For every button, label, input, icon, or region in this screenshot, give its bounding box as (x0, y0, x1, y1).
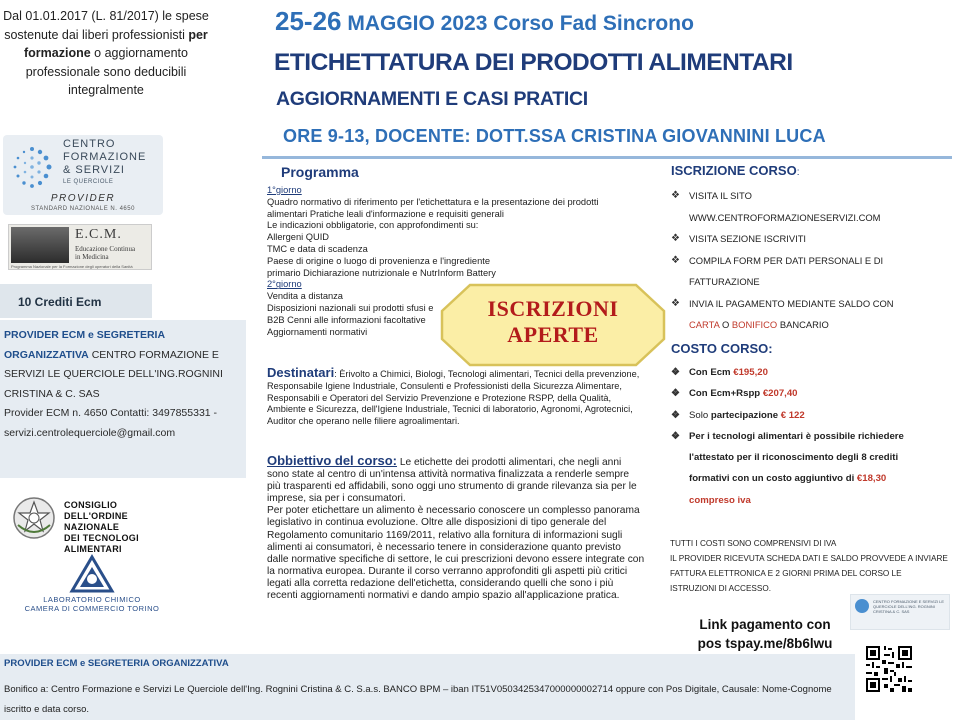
price-tecnologi: €18,30 compreso iva (689, 473, 887, 506)
tax-note-text-2: o aggiornamento professionale sono deducibili integralmente (25, 46, 188, 97)
day-1-label: 1°giorno (267, 185, 302, 195)
iscrizione-heading-suffix: : (796, 167, 800, 178)
diamond-bullet-icon: ❖ (671, 297, 680, 309)
diamond-bullet-icon: ❖ (671, 430, 680, 442)
lab-flask-icon (64, 554, 120, 594)
payment-bonifico: BONIFICO (731, 319, 778, 330)
badge-line-2: APERTE (507, 322, 599, 347)
programma-heading: Programma (281, 164, 359, 180)
badge-line-1: ISCRIZIONI (487, 296, 619, 321)
diamond-bullet-icon: ❖ (671, 367, 680, 378)
lab-line-1: LABORATORIO CHIMICO (43, 595, 141, 604)
diamond-bullet-icon: ❖ (671, 233, 680, 244)
ecm-sub-2: in Medicina (75, 253, 109, 261)
list-item (671, 228, 923, 250)
price-solo-prefix: Solo (689, 409, 711, 421)
lab-line-2: CAMERA DI COMMERCIO TORINO (24, 604, 160, 613)
price-rspp-label: Con Ecm+Rspp (689, 388, 763, 400)
cnt-line-1: CONSIGLIO (64, 500, 118, 510)
price-solo: € 122 (780, 409, 805, 421)
iscrizione-heading-text: ISCRIZIONE CORSO (671, 163, 797, 178)
day-2-text: Vendita a distanza (267, 291, 343, 302)
iscrizione-step-site[interactable]: VISITA IL SITO WWW.CENTROFORMAZIONESERVIZI.COM (689, 190, 881, 223)
badge-text (440, 296, 666, 348)
provider-email[interactable]: servizi.centrolequerciole@gmail.com (4, 426, 176, 439)
obbiettivo-text-2: Per poter etichettare un alimento è necessario conoscere un complesso panorama legislativo in continua evoluzione. Oltre alle disposizioni di tipo generale del Regolamento comunitario 1169/2011, relativo alla fornitura di informazioni sugli alimenti ai consumatori, è necessario tenere in considerazione quanto previsto dalle normative specifiche di settore, le cui prescrizioni devono essere integrate con la normativa europea. Durante il corso verranno approfonditi gli aspetti più critici legati alla corretta redazione dell'etichetta, considerando quelli che sono i più recenti aggiornamenti normativi e dando ampio spazio all'applicazione pratica. (267, 505, 645, 602)
destinatari-text: : Èrivolto a Chimici, Biologi, Tecnologi alimentari, Tecnici della prevenzione, Responsabile Igiene Industriale, Consulenti e Professionisti della Sicurezza Alimentare, Responsabili e Operatori del Servizio Prevenzione e Protezione RSPP, della Qualità, Ambiente e Sicurezza, dell'Igiene Industriale, Tecnici di laboratorio, Agronomi, Agrotecnici, Auditor che operano nelle filiere agroalimentari. (267, 369, 640, 427)
cfs-provider-label: PROVIDER (50, 193, 116, 204)
iscrizione-step-payment: INVIA IL PAGAMENTO MEDIANTE SALDO CON (689, 297, 894, 309)
iscrizione-steps (671, 185, 923, 336)
cfs-logo-name (63, 138, 146, 177)
list-item (671, 362, 921, 383)
list-item (671, 405, 921, 426)
ecm-title: E.C.M. (75, 227, 122, 242)
iscrizione-step-section: VISITA SEZIONE ISCRIVITI (689, 233, 807, 244)
price-rspp: €207,40 (762, 388, 798, 400)
cfs-mini-logo (850, 594, 950, 630)
ecm-subtitle (75, 245, 135, 261)
cfs-mini-text: CENTRO FORMAZIONE E SERVIZI LE QUERCIOLE DELL'ING. ROGNINI CRISTINA & C. SAS (873, 599, 945, 614)
payment-link-url[interactable]: pos tspay.me/8b6lwu (697, 636, 833, 651)
footer-title: PROVIDER ECM e SEGRETERIA ORGANIZZATIVA (4, 658, 229, 669)
diamond-bullet-icon: ❖ (671, 190, 680, 201)
header-divider (262, 156, 952, 159)
list-item (671, 383, 921, 404)
cnt-logo-text (64, 500, 180, 555)
dots-globe-icon (7, 143, 57, 193)
cfs-mini-dot-icon (855, 599, 869, 613)
price-ecm-label: Con Ecm (689, 367, 734, 378)
cost-notes (670, 536, 950, 596)
provider-box-org: CENTRO FORMAZIONE E SERVIZI LE QUERCIOLE DELL'ING.ROGNINI CRISTINA & C. SAS (4, 348, 223, 400)
day-1-text: Quadro normativo di riferimento per l'etichettatura e la presentazione dei prodotti alimentari Pratiche leali d'informazione e requisiti generali (267, 196, 599, 219)
provider-box-title: PROVIDER ECM e SEGRETERIA ORGANIZZATIVA (4, 329, 165, 361)
tax-note-text: Dal 01.01.2017 (L. 81/2017) le spese sostenute dai liberi professionisti (3, 9, 209, 42)
cnt-line-3: DEI TECNOLOGI ALIMENTARI (64, 533, 139, 554)
obbiettivo-text: Le etichette dei prodotti alimentari, che negli anni sono state al centro di un'intensa attività normativa finalizzata a renderle sempre più trasparenti ed affidabili, sono oggi uno strumento di grande rilevanza sia per le imprese, sia per i consumatori. (267, 457, 637, 505)
price-solo-label: partecipazione (710, 409, 781, 421)
list-item (671, 426, 921, 511)
consiglio-tecnologi-logo (8, 493, 180, 554)
payment-carta: CARTA (689, 319, 720, 330)
cfs-line-3: & SERVIZI (63, 164, 125, 176)
tax-deduction-note (0, 7, 212, 100)
provider-box-contacts: Provider ECM n. 4650 Contatti: 3497855331 - (4, 407, 218, 419)
payment-bancario: BANCARIO (777, 319, 829, 330)
tax-note-bold: per formazione (24, 27, 208, 60)
lab-logo-text (22, 595, 162, 613)
provider-info-box (0, 320, 246, 478)
ecm-footnote: Programma Nazionale per la Formazione degli operatori della Sanità (11, 264, 133, 269)
course-date-title (275, 6, 694, 37)
day-2-text-2: Disposizioni nazionali sui prodotti sfusi e B2B Cenni alle informazioni facoltative Aggiornamenti normativi (267, 302, 434, 337)
cfs-logo-sub: LE QUERCIOLE (63, 179, 114, 185)
diamond-bullet-icon: ❖ (671, 388, 680, 400)
day-1-text-3: TMC e data di scadenza (267, 243, 368, 254)
crediti-ecm-label: 10 Crediti Ecm (0, 284, 152, 318)
course-date-rest: MAGGIO 2023 Corso Fad Sincrono (341, 12, 694, 35)
price-ecm: €195,20 (733, 367, 768, 378)
notes-line-2: IL PROVIDER RICEVUTA SCHEDA DATI E SALDO PROVVEDE A INVIARE FATTURA ELETTRONICA E 2 GIORNI PRIMA DEL CORSO LE ISTRUZIONI DI ACCESSO. (670, 554, 948, 593)
cfs-standard-label: STANDARD NAZIONALE N. 4650 (31, 206, 135, 212)
notes-line-1: TUTTI I COSTI SONO COMPRENSIVI DI IVA (670, 539, 837, 548)
diamond-bullet-icon: ❖ (671, 409, 680, 421)
course-hours-teacher: ORE 9-13, DOCENTE: DOTT.SSA CRISTINA GIOVANNINI LUCA (283, 126, 826, 146)
day-1-text-4: Paese di origine o luogo di provenienza e l'ingrediente primario Dichiarazione nutrizionale e NutrInform Battery (267, 255, 496, 278)
destinatari-section (267, 367, 647, 428)
ecm-logo (8, 224, 152, 270)
laboratorio-chimico-logo (22, 554, 162, 612)
obbiettivo-heading: Obbiettivo del corso: (267, 453, 398, 468)
payment-link-line-1: Link pagamento con (699, 617, 831, 632)
day-1-text-2: Le indicazioni obbligatorie, con approfondimenti su: Allergeni QUID (267, 220, 479, 243)
cfs-line-1: CENTRO (63, 138, 116, 150)
payment-or: O (719, 319, 732, 330)
list-item (671, 293, 923, 336)
course-subtitle: AGGIORNAMENTI E CASI PRATICI (276, 88, 588, 110)
iscrizione-step-form: COMPILA FORM PER DATI PERSONALI E DI FATTURAZIONE (689, 254, 884, 287)
costo-heading: COSTO CORSO: (671, 341, 773, 356)
destinatari-heading: Destinatari (267, 365, 335, 380)
price-tecnologi-text: Per i tecnologi alimentari è possibile richiedere l'attestato per il riconoscimento degli 8 crediti formativi con un costo aggiuntivo di (689, 430, 904, 485)
italian-emblem-icon (12, 495, 56, 541)
qr-code-icon[interactable] (864, 644, 914, 694)
footer-bank-details: Bonifico a: Centro Formazione e Servizi Le Querciole dell'Ing. Rognini Cristina & C. S.a.s. BANCO BPM – iban IT51V0503425347000000002714 oppure con Pos Digitale, Causale: Nome-Cognome iscritto e data corso. (4, 684, 832, 715)
ecm-sub-1: Educazione Continua (75, 245, 136, 253)
iscrizioni-aperte-badge (440, 283, 666, 367)
centro-formazione-logo (3, 135, 163, 215)
course-title: ETICHETTATURA DEI PRODOTTI ALIMENTARI (274, 49, 793, 76)
obbiettivo-section (267, 455, 645, 602)
cfs-line-2: FORMAZIONE (63, 151, 147, 163)
course-date: 25-26 (275, 6, 342, 36)
payment-link[interactable] (690, 615, 840, 653)
cnt-line-2: DELL'ORDINE NAZIONALE (64, 511, 128, 532)
ecm-photo (11, 227, 69, 263)
diamond-bullet-icon: ❖ (671, 254, 680, 266)
iscrizione-heading (671, 163, 799, 178)
day-2-label: 2°giorno (267, 279, 302, 290)
list-item (671, 250, 923, 293)
list-item (671, 185, 923, 228)
costo-list (671, 362, 921, 511)
